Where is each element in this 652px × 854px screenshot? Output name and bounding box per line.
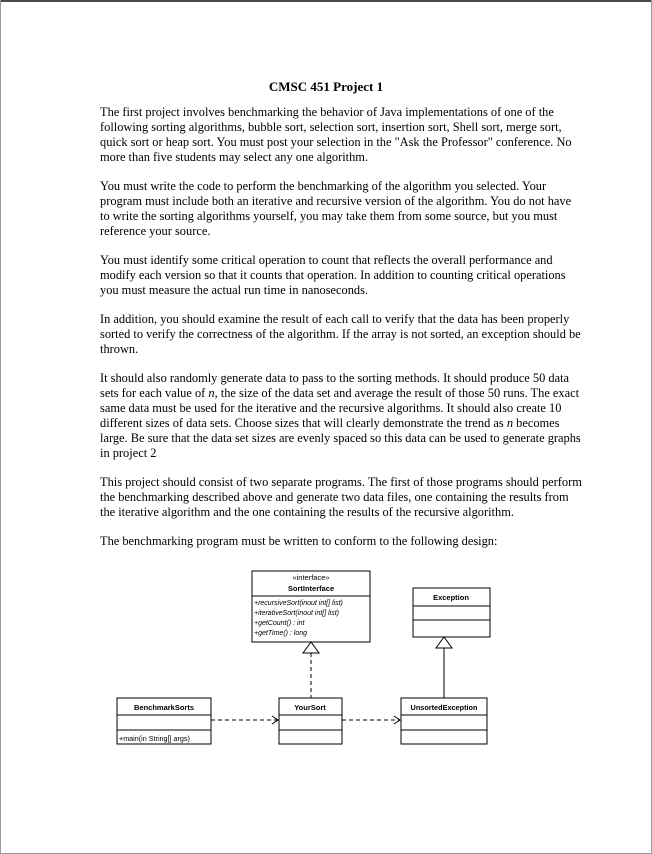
text-segment: , the size of the data set and average the result of those 50 runs. The exact xyxy=(214,386,580,400)
benchmarksorts-name: BenchmarkSorts xyxy=(133,703,195,712)
method-iterativesort: +iterativeSort(inout int[] list) xyxy=(254,610,340,617)
method-getcount: +getCount() : int xyxy=(254,620,305,627)
text-segment: sets for each value of xyxy=(100,386,209,400)
text-line: It should also randomly generate data to pass to the sorting methods. It should produce 50 data xyxy=(100,371,570,385)
text-line: quick sort or heap sort. You must post your selection in the "Ask the Professor" conference. No xyxy=(100,135,572,149)
generalization-arrowhead xyxy=(436,637,452,648)
unsortedexception-name: UnsortedException xyxy=(410,703,478,712)
text-line: This project should consist of two separate programs. The first of those programs should perform xyxy=(100,475,582,489)
text-line: you must measure the actual run time in nanoseconds. xyxy=(100,283,369,297)
text-line: reference your source. xyxy=(100,224,211,238)
text-line: same data must be used for the iterative and the recursive algorithms. It should also create 10 xyxy=(100,401,562,415)
exception-name: Exception xyxy=(433,593,469,602)
text-line: You must write the code to perform the benchmarking of the algorithm you selected. Your xyxy=(100,179,547,193)
text-line: the benchmarking described above and generate two data files, one containing the results from xyxy=(100,490,569,504)
method-gettime: +getTime() : long xyxy=(254,630,308,637)
method-recursivesort: +recursiveSort(inout int[] list) xyxy=(254,600,343,607)
text-segment: different sizes of data sets. Choose sizes that will clearly demonstrate the trend as xyxy=(100,416,507,430)
document-title: CMSC 451 Project 1 xyxy=(268,79,384,94)
text-line: The benchmarking program must be written to conform to the following design: xyxy=(100,534,498,548)
text-segment: becomes xyxy=(513,416,560,430)
text-line: large. Be sure that the data set sizes are evenly spaced so this data can be used to generate graphs xyxy=(100,431,581,445)
text-line: following sorting algorithms, bubble sort, selection sort, insertion sort, Shell sort, merge sort, xyxy=(100,120,562,134)
text-line: In addition, you should examine the result of each call to verify that the data has been properly xyxy=(100,312,570,326)
text-line: The first project involves benchmarking the behavior of Java implementations of one of the xyxy=(100,105,554,119)
text-line: to write the sorting algorithms yourself, you may take them from some source, but you must xyxy=(100,209,558,223)
italic-variable: n xyxy=(208,386,215,400)
method-main: +main(in String[] args) xyxy=(119,734,190,743)
text-line: program must include both an iterative and recursive version of the algorithm. You do not have xyxy=(100,194,572,208)
text-line: the iterative algorithm and the one containing the results of the recursive algorithm. xyxy=(100,505,514,519)
text-line: You must identify some critical operation to count that reflects the overall performance and xyxy=(100,253,553,267)
italic-variable: n xyxy=(506,416,514,430)
stereotype-label: «interface» xyxy=(292,573,330,582)
yoursort-name: YourSort xyxy=(294,703,326,712)
text-line: in project 2 xyxy=(100,446,157,460)
text-line: modify each version so that it counts that operation. In addition to counting critical operations xyxy=(100,268,566,282)
realization-arrowhead xyxy=(303,642,319,653)
text-line: thrown. xyxy=(100,342,139,356)
sortinterface-name: SortInterface xyxy=(287,584,335,593)
text-line: sorted to verify the correctness of the algorithm. If the array is not sorted, an exception should be xyxy=(100,327,581,341)
text-line: more than five students may select any one algorithm. xyxy=(100,150,369,164)
